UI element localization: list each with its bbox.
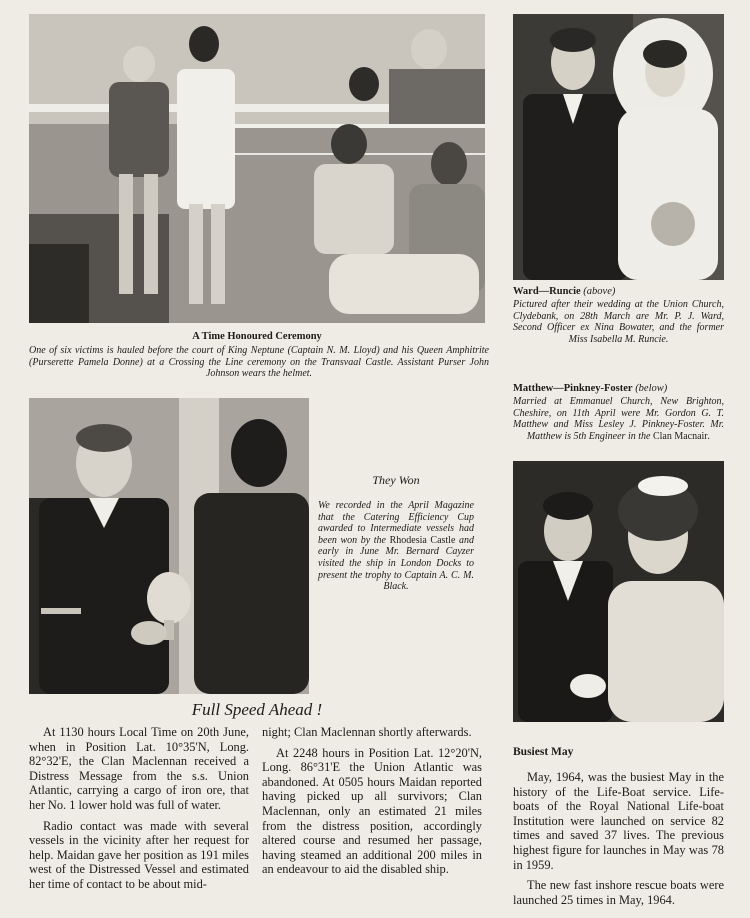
busiest-may-title: Busiest May xyxy=(513,746,574,758)
ceremony-caption: One of six victims is hauled before the court of King Neptune (Captain N. M. Lloyd) and his Queen Amphitrite (Purserette Pamela Donne) at a Crossing the Line ceremony on the Transvaal Castle. Assistant Purser John Johnson wears the helmet. xyxy=(29,345,489,380)
ward-runcie-note: (above) xyxy=(583,286,616,297)
they-won-p1: We recorded in the April Magazine that the Catering Efficiency Cup awarded to Intermediate vessels had been won by the xyxy=(318,500,474,546)
full-speed-col1-p2: Radio contact was made with several vessels in the vicinity after her request for help. Maidan gave her position as 191 miles west of the Distressed Vessel and estimated her time of contact to be about mid- xyxy=(29,818,249,891)
full-speed-title: Full Speed Ahead ! xyxy=(191,700,323,719)
busiest-may-body xyxy=(513,770,724,913)
they-won-photo xyxy=(29,398,309,694)
full-speed-col2 xyxy=(262,725,482,883)
full-speed-col2-p1: night; Clan Maclennan shortly afterwards. xyxy=(262,725,472,739)
ward-runcie-caption: Pictured after their wedding at the Union Church, Clydebank, on 28th March are Mr. P. J. Ward, Second Officer ex Nina Bowater, and the former Miss Isabella M. Runcie. xyxy=(513,299,724,345)
ceremony-title: A Time Honoured Ceremony xyxy=(192,331,322,342)
matthew-caption-a: Married at Emmanuel Church, New Brighton, Cheshire, on 11th April were Mr. Gordon G. T. Matthew and Miss Lesley J. Pinkney-Foster. Mr. Matthew is 5th Engineer in the xyxy=(513,396,724,442)
matthew-note: (below) xyxy=(635,383,668,394)
they-won-title: They Won xyxy=(372,473,420,487)
matthew-photo xyxy=(513,461,724,722)
they-won-caption xyxy=(318,500,474,593)
ward-runcie-photo xyxy=(513,14,724,280)
full-speed-col1-p1: At 1130 hours Local Time on 20th June, when in Position Lat. 10°35'N, Long. 82°32'E, the Clan Maclennan received a Distress Message from the s.s. Union Atlantic, carrying a cargo of iron ore, that her No. 1 lower hold was full of water. xyxy=(29,725,249,812)
matthew-caption-b: . xyxy=(707,430,711,442)
busiest-may-p2: The new fast inshore rescue boats were launched 25 times in May, 1964. xyxy=(513,878,724,907)
matthew-caption xyxy=(513,396,724,442)
matthew-heading xyxy=(513,383,728,394)
full-speed-col2-p2: At 2248 hours in Position Lat. 12°20'N, Long. 86°31'E the Union Atlantic was abandoned. At 0505 hours Maidan reported having picked up all survivors; Clan Maclennan, only an estimated 21 miles from the distress position, accordingly altered course and resumed her passage, having steamed an additional 200 miles in an endeavour to aid the disabled ship. xyxy=(262,745,482,877)
ward-runcie-names: Ward—Runcie xyxy=(513,286,581,297)
they-won-p2: and early in June Mr. Bernard Cayzer visited the ship in London Docks to present the trophy to Captain A. C. M. Black. xyxy=(318,534,475,593)
matthew-caption-ship: Clan Macnair xyxy=(652,430,708,442)
ward-runcie-heading xyxy=(513,286,728,297)
full-speed-col1 xyxy=(29,725,249,898)
matthew-names: Matthew—Pinkney-Foster xyxy=(513,383,633,394)
ceremony-photo xyxy=(29,14,485,323)
busiest-may-p1: May, 1964, was the busiest May in the history of the Life-Boat service. Life-boats of the Royal National Life-boat Institution were launched on service 82 times and saved 37 lives. The previous highest figure for launches in May was 78 in 1959. xyxy=(513,770,724,872)
they-won-ship: Rhodesia Castle xyxy=(389,534,456,546)
